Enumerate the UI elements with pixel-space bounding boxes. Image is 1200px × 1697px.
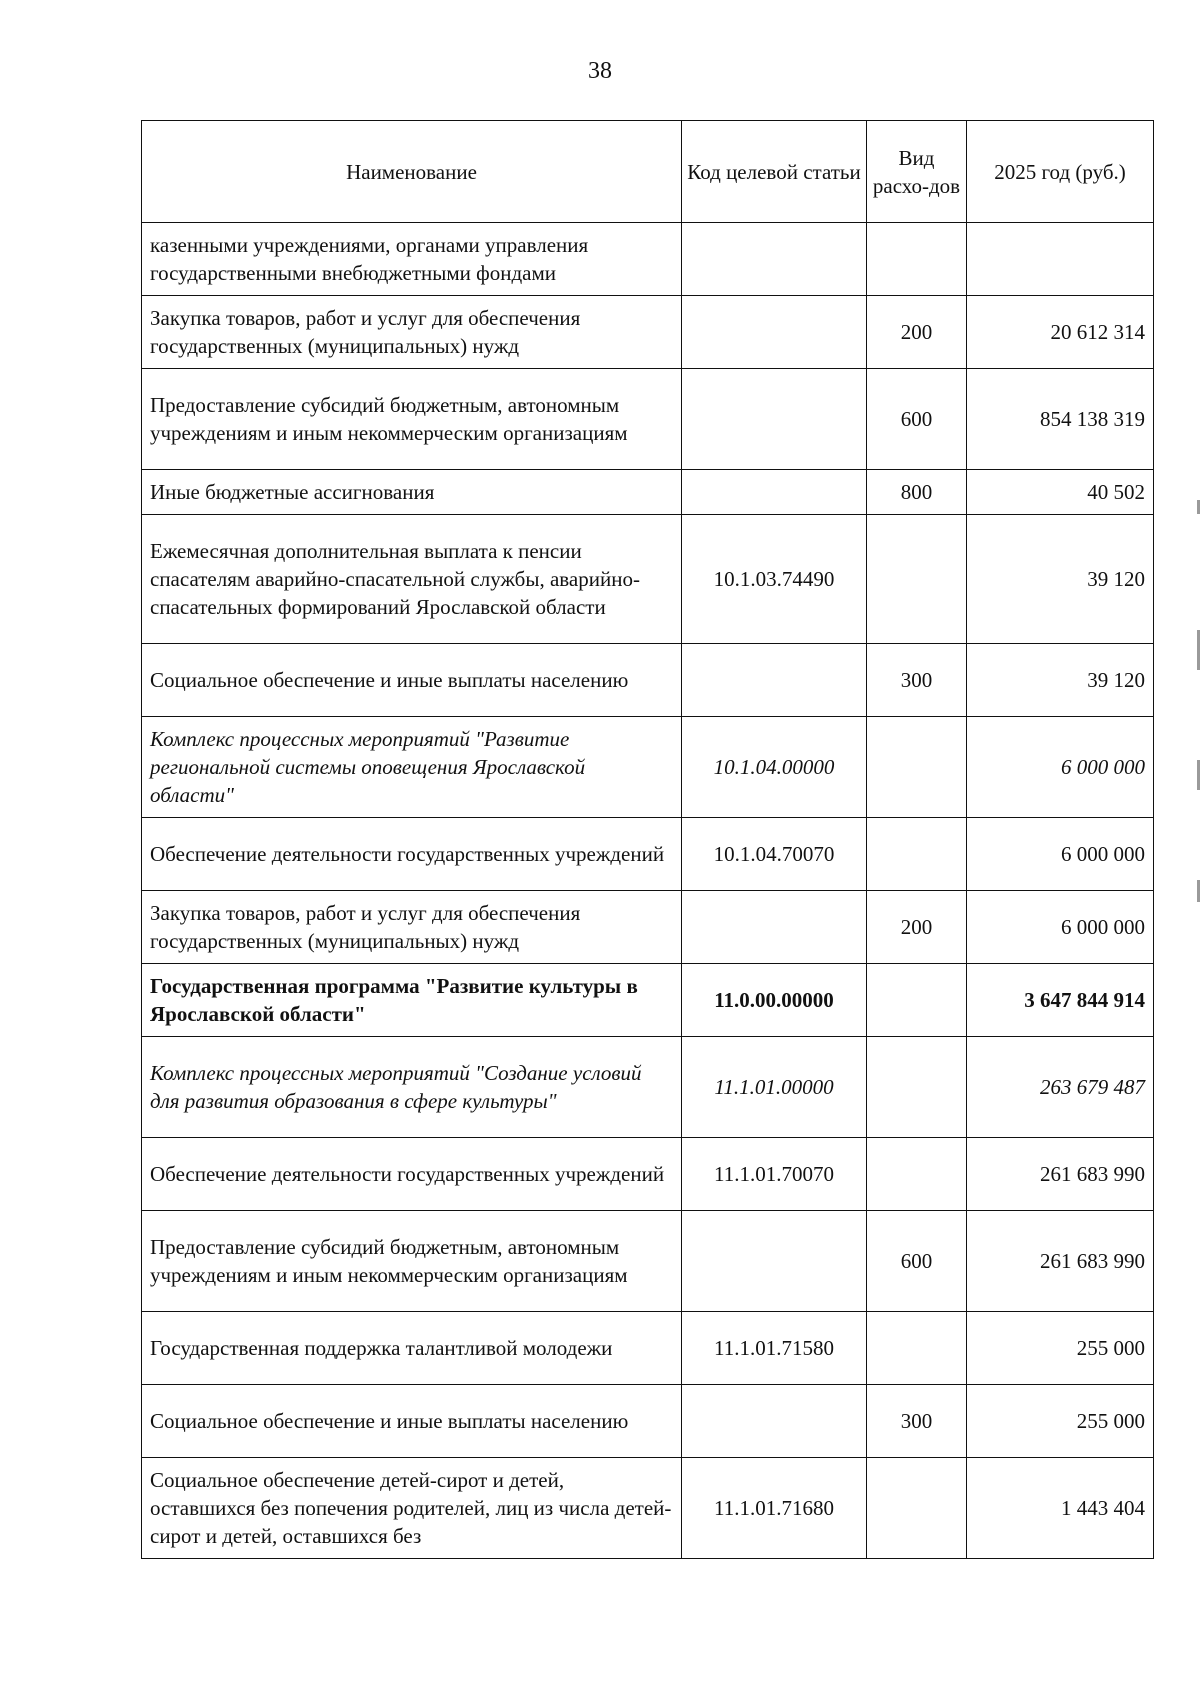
row-amount: 3 647 844 914 bbox=[967, 964, 1154, 1037]
row-kind: 600 bbox=[867, 1211, 967, 1312]
header-amount: 2025 год (руб.) bbox=[967, 121, 1154, 223]
row-amount: 263 679 487 bbox=[967, 1037, 1154, 1138]
row-code bbox=[682, 644, 867, 717]
row-name: Иные бюджетные ассигнования bbox=[142, 470, 682, 515]
table-row bbox=[142, 1138, 1154, 1211]
row-code: 11.0.00.00000 bbox=[682, 964, 867, 1037]
row-kind bbox=[867, 223, 967, 296]
budget-table bbox=[141, 120, 1154, 1559]
row-kind: 600 bbox=[867, 369, 967, 470]
row-kind: 200 bbox=[867, 296, 967, 369]
row-kind: 200 bbox=[867, 891, 967, 964]
row-code: 11.1.01.71680 bbox=[682, 1458, 867, 1559]
row-code: 11.1.01.71580 bbox=[682, 1312, 867, 1385]
table-row bbox=[142, 223, 1154, 296]
row-name: Предоставление субсидий бюджетным, автономным учреждениям и иным некоммерческим организациям bbox=[142, 1211, 682, 1312]
row-code bbox=[682, 296, 867, 369]
row-amount: 39 120 bbox=[967, 644, 1154, 717]
table-row bbox=[142, 1385, 1154, 1458]
header-kind: Вид расхо-дов bbox=[867, 121, 967, 223]
table-body bbox=[142, 223, 1154, 1559]
row-name: Закупка товаров, работ и услуг для обеспечения государственных (муниципальных) нужд bbox=[142, 296, 682, 369]
row-amount: 40 502 bbox=[967, 470, 1154, 515]
row-amount: 854 138 319 bbox=[967, 369, 1154, 470]
table-row bbox=[142, 891, 1154, 964]
table-row bbox=[142, 515, 1154, 644]
header-code: Код целевой статьи bbox=[682, 121, 867, 223]
row-name: казенными учреждениями, органами управления государственными внебюджетными фондами bbox=[142, 223, 682, 296]
row-amount: 6 000 000 bbox=[967, 891, 1154, 964]
table-row bbox=[142, 1037, 1154, 1138]
row-name: Государственная программа "Развитие культуры в Ярославской области" bbox=[142, 964, 682, 1037]
row-code bbox=[682, 470, 867, 515]
table-row bbox=[142, 1211, 1154, 1312]
row-amount: 255 000 bbox=[967, 1385, 1154, 1458]
row-amount: 261 683 990 bbox=[967, 1211, 1154, 1312]
row-amount: 255 000 bbox=[967, 1312, 1154, 1385]
row-code bbox=[682, 223, 867, 296]
table-row bbox=[142, 470, 1154, 515]
row-amount: 1 443 404 bbox=[967, 1458, 1154, 1559]
row-amount bbox=[967, 223, 1154, 296]
row-name: Социальное обеспечение и иные выплаты населению bbox=[142, 644, 682, 717]
row-name: Комплекс процессных мероприятий "Создание условий для развития образования в сфере культуры" bbox=[142, 1037, 682, 1138]
header-name: Наименование bbox=[142, 121, 682, 223]
row-code: 11.1.01.70070 bbox=[682, 1138, 867, 1211]
row-code bbox=[682, 1211, 867, 1312]
row-name: Ежемесячная дополнительная выплата к пенсии спасателям аварийно-спасательной службы, аварийно-спасательных формирований Ярославской области bbox=[142, 515, 682, 644]
table-row bbox=[142, 818, 1154, 891]
table-header-row bbox=[142, 121, 1154, 223]
row-name: Обеспечение деятельности государственных учреждений bbox=[142, 1138, 682, 1211]
row-kind bbox=[867, 1458, 967, 1559]
table-row bbox=[142, 717, 1154, 818]
row-kind bbox=[867, 818, 967, 891]
row-kind bbox=[867, 964, 967, 1037]
row-name: Предоставление субсидий бюджетным, автономным учреждениям и иным некоммерческим организациям bbox=[142, 369, 682, 470]
row-name: Государственная поддержка талантливой молодежи bbox=[142, 1312, 682, 1385]
page-number: 38 bbox=[588, 58, 612, 84]
table-row bbox=[142, 1458, 1154, 1559]
row-amount: 39 120 bbox=[967, 515, 1154, 644]
row-kind bbox=[867, 1312, 967, 1385]
row-code: 11.1.01.00000 bbox=[682, 1037, 867, 1138]
row-name: Социальное обеспечение детей-сирот и детей, оставшихся без попечения родителей, лиц из числа детей-сирот и детей, оставшихся без bbox=[142, 1458, 682, 1559]
table-row bbox=[142, 1312, 1154, 1385]
row-code: 10.1.04.70070 bbox=[682, 818, 867, 891]
row-name: Социальное обеспечение и иные выплаты населению bbox=[142, 1385, 682, 1458]
row-code bbox=[682, 1385, 867, 1458]
table-row bbox=[142, 644, 1154, 717]
row-code: 10.1.03.74490 bbox=[682, 515, 867, 644]
row-name: Обеспечение деятельности государственных учреждений bbox=[142, 818, 682, 891]
row-kind bbox=[867, 717, 967, 818]
row-kind bbox=[867, 515, 967, 644]
row-code bbox=[682, 891, 867, 964]
table-row bbox=[142, 369, 1154, 470]
row-kind bbox=[867, 1138, 967, 1211]
row-code bbox=[682, 369, 867, 470]
row-name: Комплекс процессных мероприятий "Развитие региональной системы оповещения Ярославской области" bbox=[142, 717, 682, 818]
row-kind: 300 bbox=[867, 1385, 967, 1458]
row-kind: 800 bbox=[867, 470, 967, 515]
row-kind: 300 bbox=[867, 644, 967, 717]
row-amount: 6 000 000 bbox=[967, 818, 1154, 891]
row-code: 10.1.04.00000 bbox=[682, 717, 867, 818]
row-amount: 6 000 000 bbox=[967, 717, 1154, 818]
row-amount: 261 683 990 bbox=[967, 1138, 1154, 1211]
table-row bbox=[142, 964, 1154, 1037]
table-row bbox=[142, 296, 1154, 369]
row-name: Закупка товаров, работ и услуг для обеспечения государственных (муниципальных) нужд bbox=[142, 891, 682, 964]
row-kind bbox=[867, 1037, 967, 1138]
row-amount: 20 612 314 bbox=[967, 296, 1154, 369]
